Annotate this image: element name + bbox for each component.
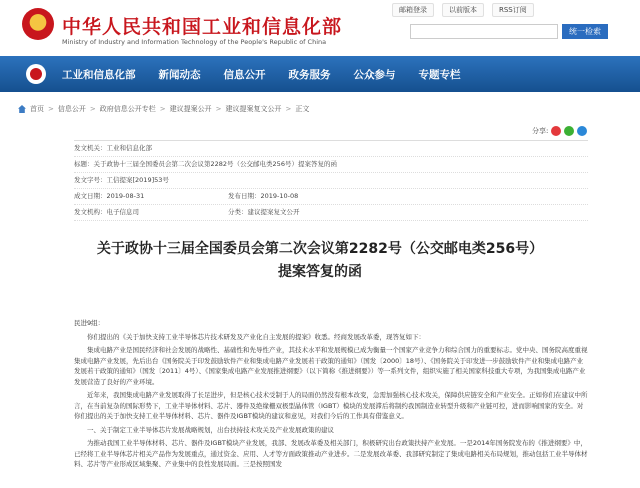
meta-row <box>74 173 588 189</box>
meta-doc-number: 发文字号：工信提案[2019]53号 <box>74 176 169 184</box>
nav-logo-icon <box>26 64 46 84</box>
main-nav <box>0 56 640 92</box>
meta-written-date: 成文日期：2019-08-31 <box>74 192 145 200</box>
document-body <box>74 318 588 473</box>
home-icon <box>18 105 26 113</box>
meta-title: 标题：关于政协十三届全国委员会第二次会议第2282号（公交邮电类256号）提案答复的函 <box>74 160 337 168</box>
document-meta <box>74 140 588 221</box>
nav-item-topics[interactable]: 专题专栏 <box>418 68 461 81</box>
breadcrumb-info-public[interactable]: 信息公开 <box>57 105 86 113</box>
paragraph: 集成电路产业是国民经济和社会发展的战略性、基础性和先导性产业，其技术水平和发展规模已成为衡量一个国家产业竞争力和综合国力的重要标志。党中央、国务院高度重视集成电路产业发展，先后出台《国务院关于印发鼓励软件产业和集成电路产业发展若干政策的通知》（国发〔2000〕18号）、《国务院关于印发进一步鼓励软件产业和集成电路产业发展若干政策的通知》（国发〔2011〕4号）、《国家集成电路产业发展推进纲要》（以下简称《推进纲要》）等一系列文件，组织实施了相关国家科技重大专项，为我国集成电路产业发展营造了良好的产业环境。 <box>74 346 588 386</box>
section-heading: 一、关于制定工业半导体芯片发展战略规划，出台扶持技术攻关及产业发展政策的建议 <box>87 425 334 434</box>
meta-row <box>74 205 588 221</box>
share-bar <box>532 126 587 136</box>
meta-category: 分类：建议提案复文公开 <box>228 208 300 216</box>
national-emblem-icon: ★ <box>22 8 54 40</box>
share-label: 分享: <box>532 127 549 135</box>
nav-item-services[interactable]: 政务服务 <box>288 68 331 81</box>
meta-row <box>74 141 588 157</box>
mail-login-link[interactable]: 邮箱登录 <box>392 3 434 17</box>
old-version-link[interactable]: 以前版本 <box>442 3 484 17</box>
site-subtitle: Ministry of Industry and Information Technology of the People's Republic of China <box>62 38 327 46</box>
nav-item-participation[interactable]: 公众参与 <box>353 68 396 81</box>
document-title: 关于政协十三届全国委员会第二次会议第2282号（公交邮电类256号）提案答复的函 <box>96 241 544 280</box>
wechat-icon[interactable] <box>564 126 574 136</box>
site-header <box>0 0 640 56</box>
top-links <box>392 3 534 17</box>
paragraph: 你们提出的《关于加快支持工业半导体芯片技术研发及产业化自主发展的提案》收悉。经商发展改革委，现答复如下： <box>87 332 425 341</box>
qq-icon[interactable] <box>577 126 587 136</box>
meta-row <box>74 157 588 173</box>
rss-link[interactable]: RSS订阅 <box>492 3 534 17</box>
breadcrumb-replies[interactable]: 建议提案复文公开 <box>225 105 282 113</box>
breadcrumb-gov-info[interactable]: 政府信息公开专栏 <box>99 105 156 113</box>
meta-department: 发文机构：电子信息司 <box>74 208 139 216</box>
weibo-icon[interactable] <box>551 126 561 136</box>
salutation: 民进9组： <box>74 319 105 327</box>
breadcrumb-proposals[interactable]: 建议提案公开 <box>169 105 212 113</box>
paragraph: 为推动我国工业半导体材料、芯片、器件及IGBT模块产业发展，我部、发展改革委及相关部门，积极研究出台政策扶持产业发展。一是2014年国务院发布的《推进纲要》中，已经将工业半导体芯片相关产品作为发展重点，通过资金、应用、人才等方面政策推动产业进步。二是发展改革委、我部研究制定了集成电路相关布局规划，推动包括工业半导体材料、芯片等产业形成区域集聚、产业集中的良性发展局面。三是按照国发 <box>74 439 588 468</box>
search-button[interactable]: 统一检索 <box>562 24 608 39</box>
site-title[interactable]: 中华人民共和国工业和信息化部 <box>62 16 343 38</box>
nav-item-info-public[interactable]: 信息公开 <box>223 68 266 81</box>
paragraph: 近年来，我国集成电路产业发展取得了长足进步，但是核心技术受制于人的局面仍然没有根本改变，急需加强核心技术攻关，保障供应链安全和产业安全。正如你们在建议中所言，在当前复杂的国际形势下，工业半导体材料、芯片、器件及绝缘栅双极型晶体管（IGBT）模块的发展滞后将制约我国制造业转型升级和产业链可控，进而影响国家的安全。对你们提出的关于加快支持工业半导体材料、芯片、器件及IGBT模块的建议和意见，对我们今后的工作具有借鉴意义。 <box>74 391 588 420</box>
nav-item-ministry[interactable]: 工业和信息化部 <box>62 68 136 81</box>
search-input[interactable] <box>410 24 558 39</box>
meta-publish-date: 发布日期：2019-10-08 <box>228 192 299 200</box>
nav-item-news[interactable]: 新闻动态 <box>158 68 201 81</box>
meta-row <box>74 189 588 205</box>
breadcrumb-home[interactable]: 首页 <box>30 105 44 113</box>
meta-issuer: 发文机关：工业和信息化部 <box>74 144 152 152</box>
breadcrumb-current: 正文 <box>295 105 310 113</box>
breadcrumb: 首页 > 信息公开 > 政府信息公开专栏 > 建议提案公开 > 建议提案复文公开 > 正文 <box>18 104 309 114</box>
